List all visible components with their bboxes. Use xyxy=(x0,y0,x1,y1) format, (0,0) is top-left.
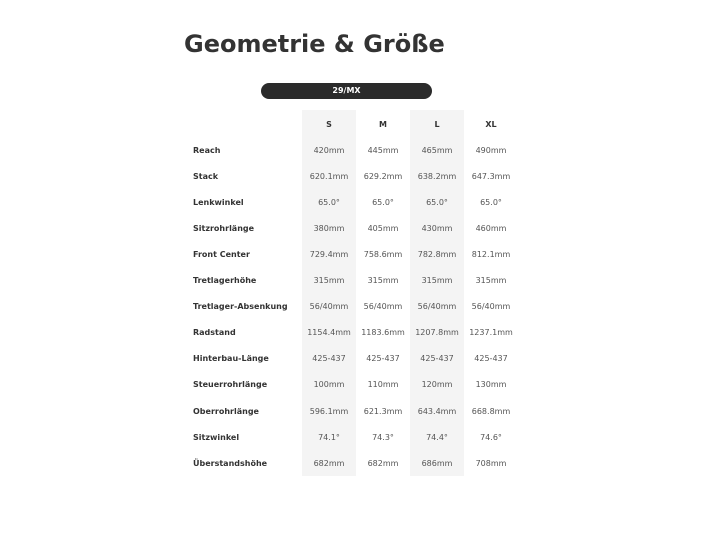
cell-value: 638.2mm xyxy=(417,171,457,181)
row-label: Stack xyxy=(193,171,219,181)
table-row xyxy=(188,294,518,320)
cell-value: 56/40mm xyxy=(309,302,349,312)
cell-value: 682mm xyxy=(313,458,345,468)
cell-value: 629.2mm xyxy=(363,171,403,181)
cell-value: 100mm xyxy=(313,380,345,390)
row-label: Radstand xyxy=(193,328,236,338)
row-label: Lenkwinkel xyxy=(193,197,244,207)
row-label: Sitzrohrlänge xyxy=(193,223,255,233)
cell-value: 647.3mm xyxy=(471,171,511,181)
cell-value: 74.6° xyxy=(480,432,502,442)
cell-value: 405mm xyxy=(367,223,399,233)
size-header: XL xyxy=(485,119,497,129)
cell-value: 465mm xyxy=(421,145,453,155)
cell-value: 668.8mm xyxy=(471,406,511,416)
cell-value: 56/40mm xyxy=(417,302,457,312)
geometry-table xyxy=(188,111,518,476)
cell-value: 425-437 xyxy=(312,354,346,364)
table-row xyxy=(188,424,518,450)
geometry-table-body xyxy=(188,137,518,476)
table-row xyxy=(188,215,518,241)
cell-value: 56/40mm xyxy=(471,302,511,312)
table-row xyxy=(188,450,518,476)
cell-value: 315mm xyxy=(475,276,507,286)
row-label: Front Center xyxy=(193,250,250,260)
cell-value: 490mm xyxy=(475,145,507,155)
row-label: Überstandshöhe xyxy=(193,458,268,468)
row-label: Reach xyxy=(193,145,221,155)
cell-value: 110mm xyxy=(367,380,399,390)
table-row xyxy=(188,398,518,424)
cell-value: 120mm xyxy=(421,380,453,390)
page-title: Geometrie & Größe xyxy=(184,30,445,58)
row-label: Sitzwinkel xyxy=(193,432,240,442)
cell-value: 708mm xyxy=(475,458,507,468)
cell-value: 425-437 xyxy=(420,354,454,364)
cell-value: 620.1mm xyxy=(309,171,349,181)
table-row xyxy=(188,137,518,163)
table-row xyxy=(188,189,518,215)
cell-value: 682mm xyxy=(367,458,399,468)
cell-value: 315mm xyxy=(313,276,345,286)
cell-value: 1183.6mm xyxy=(361,328,405,338)
cell-value: 686mm xyxy=(421,458,453,468)
cell-value: 729.4mm xyxy=(309,250,349,260)
cell-value: 65.0° xyxy=(318,197,340,207)
cell-value: 1154.4mm xyxy=(307,328,351,338)
cell-value: 65.0° xyxy=(426,197,448,207)
cell-value: 420mm xyxy=(313,145,345,155)
cell-value: 315mm xyxy=(367,276,399,286)
table-row xyxy=(188,320,518,346)
table-row xyxy=(188,268,518,294)
row-label: Oberrohrlänge xyxy=(193,406,259,416)
row-label: Hinterbau-Länge xyxy=(193,354,269,364)
cell-value: 621.3mm xyxy=(363,406,403,416)
cell-value: 1207.8mm xyxy=(415,328,459,338)
row-label: Steuerrohrlänge xyxy=(193,380,268,390)
cell-value: 643.4mm xyxy=(417,406,457,416)
cell-value: 74.4° xyxy=(426,432,448,442)
cell-value: 596.1mm xyxy=(309,406,349,416)
table-row xyxy=(188,372,518,398)
cell-value: 56/40mm xyxy=(363,302,403,312)
cell-value: 425-437 xyxy=(474,354,508,364)
cell-value: 425-437 xyxy=(366,354,400,364)
cell-value: 758.6mm xyxy=(363,250,403,260)
row-label: Tretlager-Absenkung xyxy=(193,302,288,312)
wheel-size-selector[interactable]: 29/MX xyxy=(261,83,432,99)
cell-value: 445mm xyxy=(367,145,399,155)
cell-value: 782.8mm xyxy=(417,250,457,260)
cell-value: 460mm xyxy=(475,223,507,233)
cell-value: 74.3° xyxy=(372,432,394,442)
header-spacer xyxy=(188,111,302,137)
table-row xyxy=(188,241,518,267)
table-row xyxy=(188,346,518,372)
row-label: Tretlagerhöhe xyxy=(193,276,257,286)
cell-value: 1237.1mm xyxy=(469,328,513,338)
cell-value: 812.1mm xyxy=(471,250,511,260)
size-header: S xyxy=(326,119,332,129)
cell-value: 380mm xyxy=(313,223,345,233)
table-row xyxy=(188,163,518,189)
cell-value: 74.1° xyxy=(318,432,340,442)
cell-value: 65.0° xyxy=(372,197,394,207)
size-header: M xyxy=(379,119,387,129)
cell-value: 315mm xyxy=(421,276,453,286)
cell-value: 430mm xyxy=(421,223,453,233)
table-header-row xyxy=(188,111,518,137)
size-header: L xyxy=(434,119,440,129)
cell-value: 130mm xyxy=(475,380,507,390)
cell-value: 65.0° xyxy=(480,197,502,207)
